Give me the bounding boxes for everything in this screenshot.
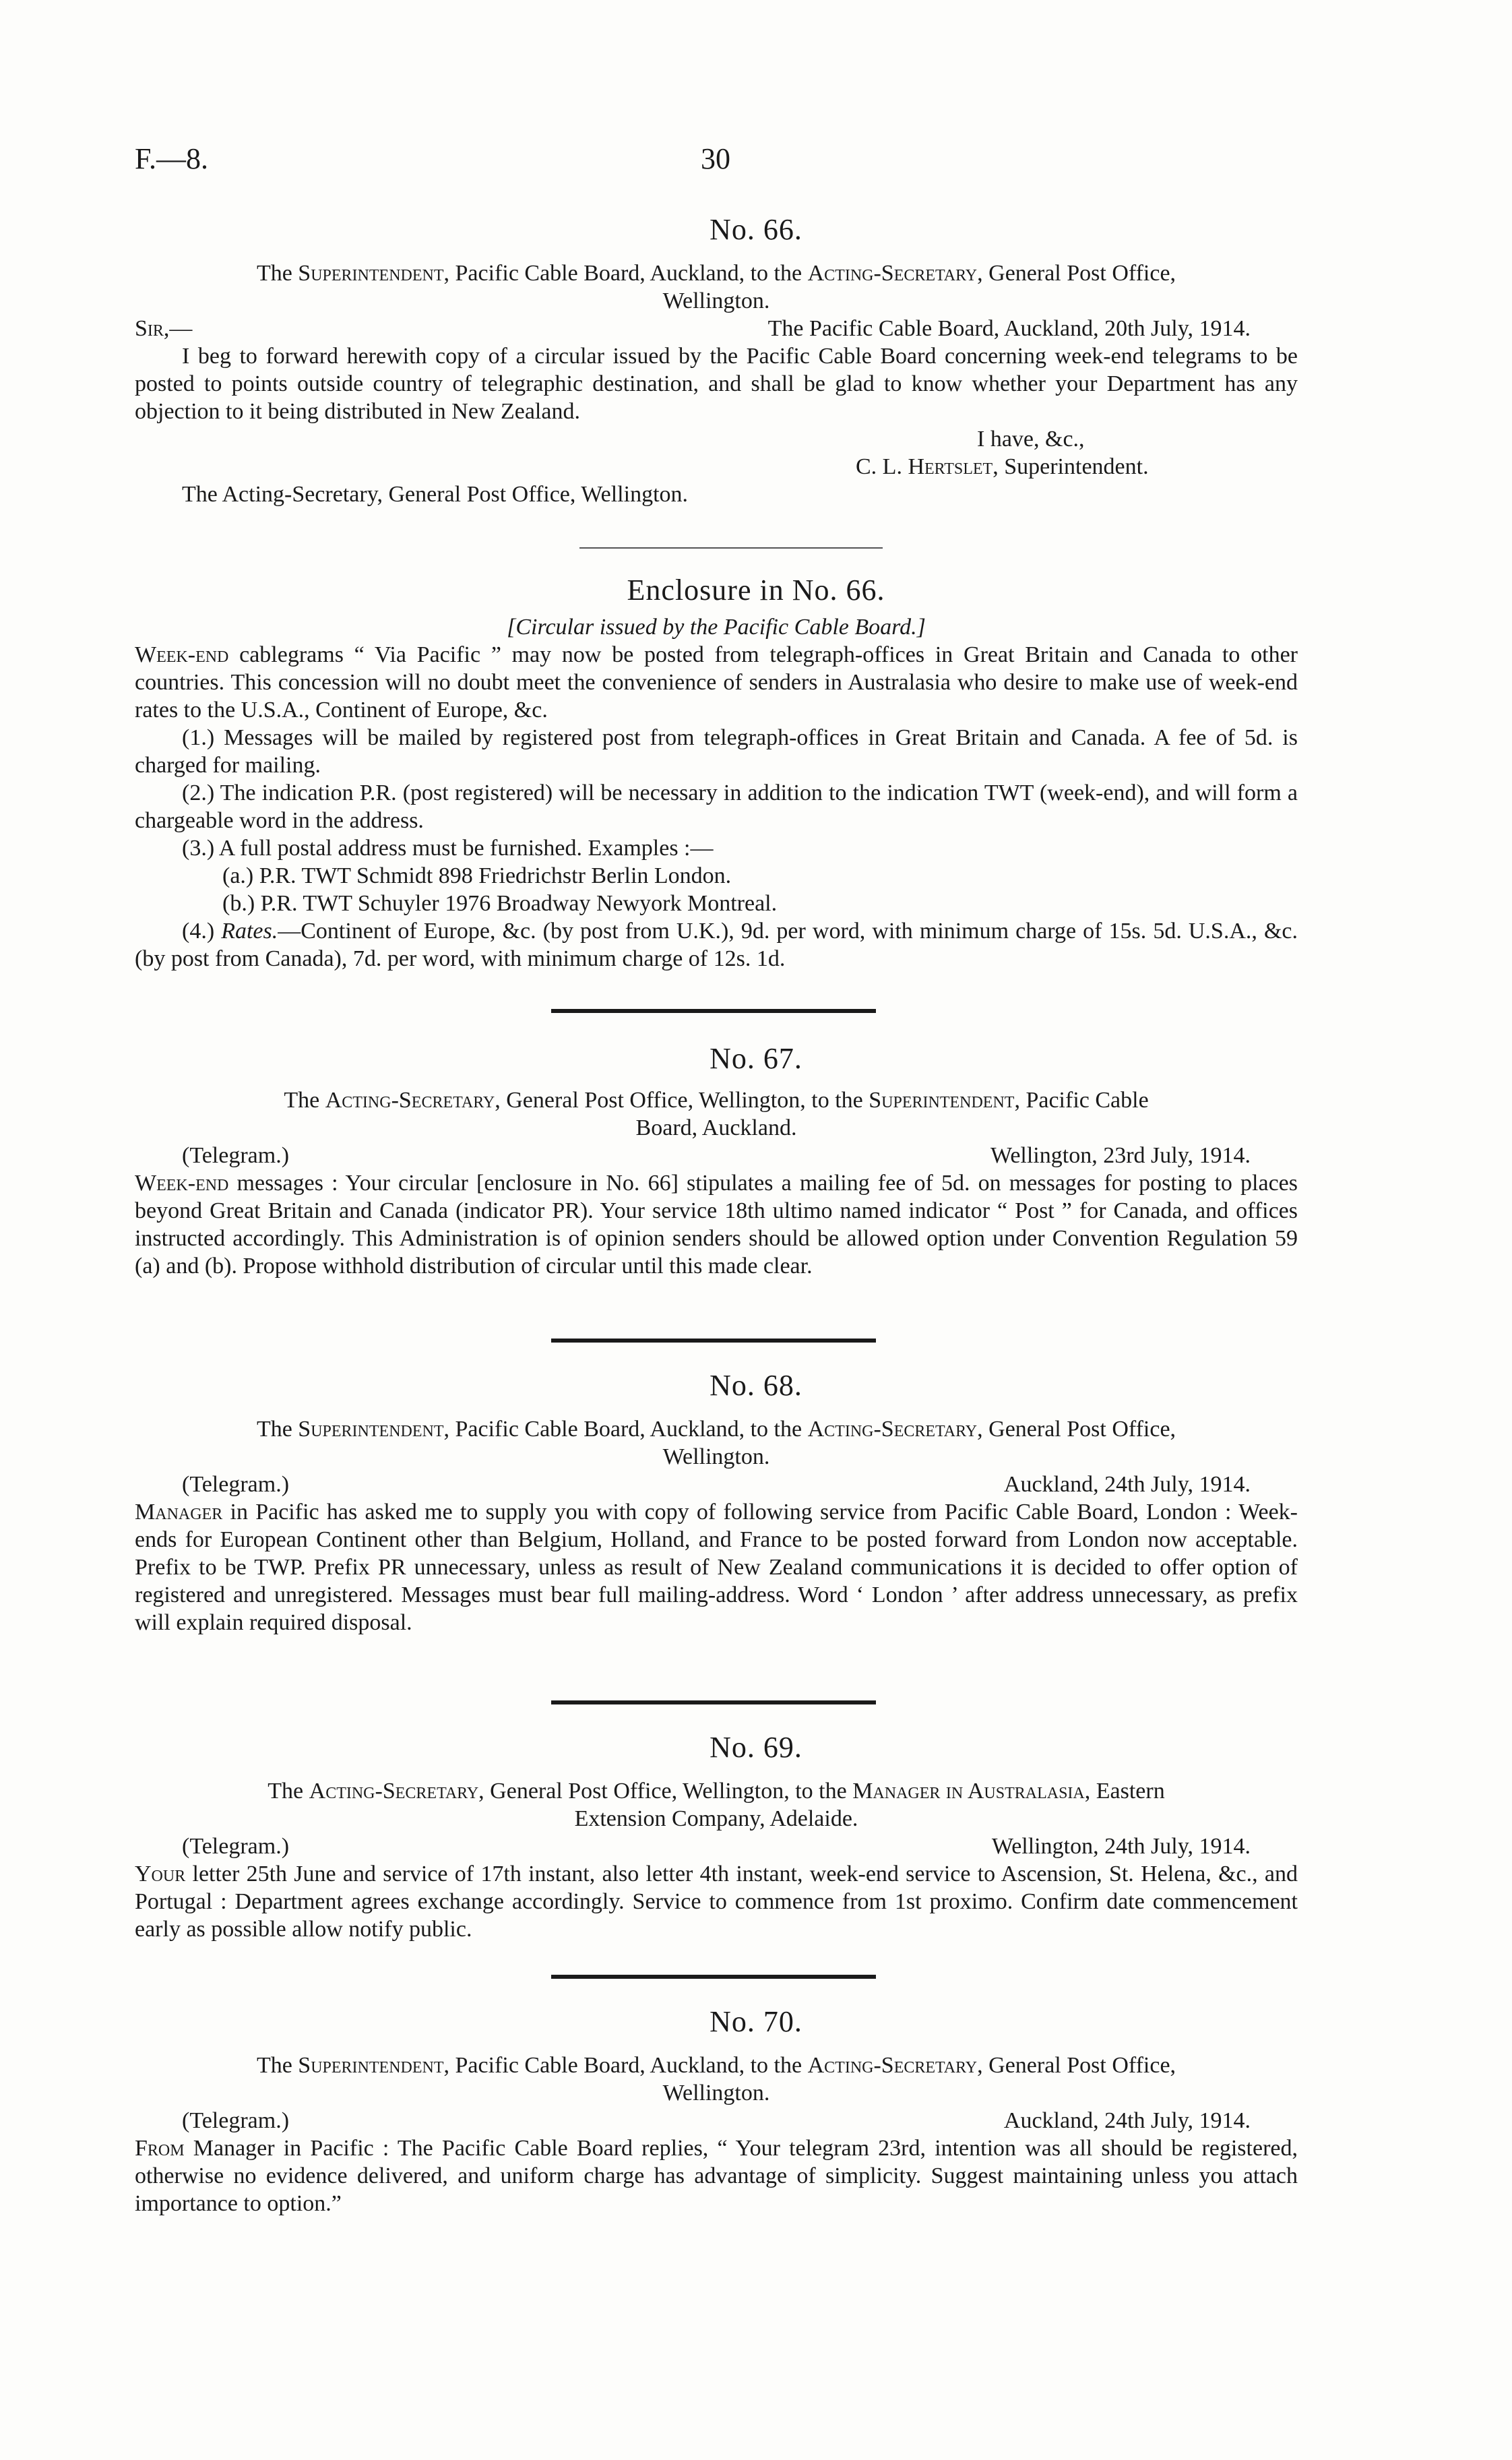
telegram-69 — [135, 1777, 1298, 1943]
divider-rule — [551, 1339, 876, 1343]
telegram-67-parties: The Acting-Secretary, General Post Office, Wellington, to the Superintendent, Pacific Cable Board, Auckland. — [284, 1088, 1149, 1140]
enclosure-para-2: (2.) The indication P.R. (post registered) will be necessary in addition to the indication TWT (week-end), and will form a chargeable word in the address. — [135, 780, 1298, 833]
telegram-69-body: Your letter 25th June and service of 17th instant, also letter 4th instant, week-end service to Ascension, St. Helena, &c., and Portugal : Department agrees exchange accordingly. Service to commence from 1st proximo. Confirm date commencement early as possible allow notify public. — [135, 1862, 1298, 1942]
enclosure-para-4: (4.) Rates.—Continent of Europe, &c. (by post from U.K.), 9d. per word, with minimum charge of 15s. 5d. U.S.A., &c. (by post from Canada), 7d. per word, with minimum charge of 12s. 1d. — [135, 919, 1298, 971]
enclosure-subtitle: [Circular issued by the Pacific Cable Board.] — [507, 615, 926, 640]
section-title-66: No. 66. — [710, 213, 802, 246]
section-title-70: No. 70. — [710, 2005, 802, 2038]
letter-66-dateline: Sir,— The Pacific Cable Board, Auckland, 20th July, 1914. — [135, 316, 1251, 341]
section-title-69: No. 69. — [710, 1731, 802, 1764]
telegram-69-dateline: (Telegram.) Wellington, 24th July, 1914. — [182, 1834, 1251, 1859]
divider-thin — [579, 547, 883, 549]
section-title-67: No. 67. — [710, 1042, 802, 1075]
enclosure-intro: Week-end cablegrams “ Via Pacific ” may now be posted from telegraph-offices in Great Britain and Canada to other countries. This concession will no doubt meet the convenience of senders in Australasia who desire to make use of week-end rates to the U.S.A., Continent of Europe, &c. — [135, 642, 1298, 722]
letter-66-signature: C. L. Hertslet, Superintendent. — [856, 454, 1149, 479]
letter-66-body: I beg to forward herewith copy of a circular issued by the Pacific Cable Board concerning week-end telegrams to be posted to points outside country of telegraphic destination, and shall be glad to know whether your Department has any objection to it being distributed in New Zealand. — [135, 344, 1298, 424]
enclosure-title: Enclosure in No. 66. — [627, 574, 885, 607]
letter-66-addressee: The Acting-Secretary, General Post Office, Wellington. — [182, 482, 689, 507]
enclosure-body — [135, 613, 1298, 973]
divider-rule — [551, 1009, 876, 1013]
telegram-70-parties: The Superintendent, Pacific Cable Board, Auckland, to the Acting-Secretary, General Post Office, Wellington. — [256, 2053, 1176, 2105]
enclosure-example-a: (a.) P.R. TWT Schmidt 898 Friedrichstr Berlin London. — [222, 863, 732, 888]
telegram-68-parties: The Superintendent, Pacific Cable Board, Auckland, to the Acting-Secretary, General Post Office, Wellington. — [256, 1417, 1176, 1469]
enclosure-para-1: (1.) Messages will be mailed by registered post from telegraph-offices in Great Britain and Canada. A fee of 5d. is charged for mailing. — [135, 725, 1298, 778]
document-reference: F.—8. — [135, 142, 208, 175]
divider-rule — [551, 1700, 876, 1704]
telegram-68 — [135, 1415, 1298, 1636]
telegram-68-dateline: (Telegram.) Auckland, 24th July, 1914. — [182, 1472, 1251, 1497]
telegram-67 — [135, 1086, 1298, 1280]
telegram-69-parties: The Acting-Secretary, General Post Office, Wellington, to the Manager in Australasia, Eastern Extension Company, Adelaide. — [267, 1779, 1165, 1831]
telegram-70-body: From Manager in Pacific : The Pacific Cable Board replies, “ Your telegram 23rd, intention was all should be registered, otherwise no evidence delivered, and uniform charge has advantage of simplicity. Suggest maintaining unless you attach importance to option.” — [135, 2136, 1298, 2216]
telegram-70 — [135, 2052, 1298, 2217]
page-number: 30 — [701, 142, 730, 175]
enclosure-example-b: (b.) P.R. TWT Schuyler 1976 Broadway Newyork Montreal. — [222, 891, 778, 916]
telegram-67-dateline: (Telegram.) Wellington, 23rd July, 1914. — [182, 1143, 1251, 1168]
divider-rule — [551, 1975, 876, 1979]
telegram-70-dateline: (Telegram.) Auckland, 24th July, 1914. — [182, 2108, 1251, 2133]
section-title-68: No. 68. — [710, 1369, 802, 1402]
enclosure-para-3: (3.) A full postal address must be furnished. Examples :— — [182, 836, 714, 861]
letter-66 — [135, 259, 1298, 508]
telegram-67-body: Week-end messages : Your circular [enclosure in No. 66] stipulates a mailing fee of 5d. on messages for posting to places beyond Great Britain and Canada (indicator PR). Your service 18th ultimo named indicator “ Post ” for Canada, and offices instructed accordingly. This Administration is of opinion senders should be allowed option under Convention Regulation 59 (a) and (b). Propose withhold distribution of circular until this made clear. — [135, 1171, 1298, 1279]
letter-66-parties: The Superintendent, Pacific Cable Board, Auckland, to the Acting-Secretary, General Post Office, Wellington. — [256, 261, 1176, 313]
telegram-68-body: Manager in Pacific has asked me to supply you with copy of following service from Pacific Cable Board, London : Week-ends for European Continent other than Belgium, Holland, and France to be posted forward from London now acceptable. Prefix to be TWP. Prefix PR unnecessary, unless as result of New Zealand communications it is decided to offer option of registered and unregistered. Messages must bear full mailing-address. Word ‘ London ’ after address unnecessary, as prefix will explain required disposal. — [135, 1500, 1298, 1635]
letter-66-close: I have, &c., — [977, 427, 1085, 452]
